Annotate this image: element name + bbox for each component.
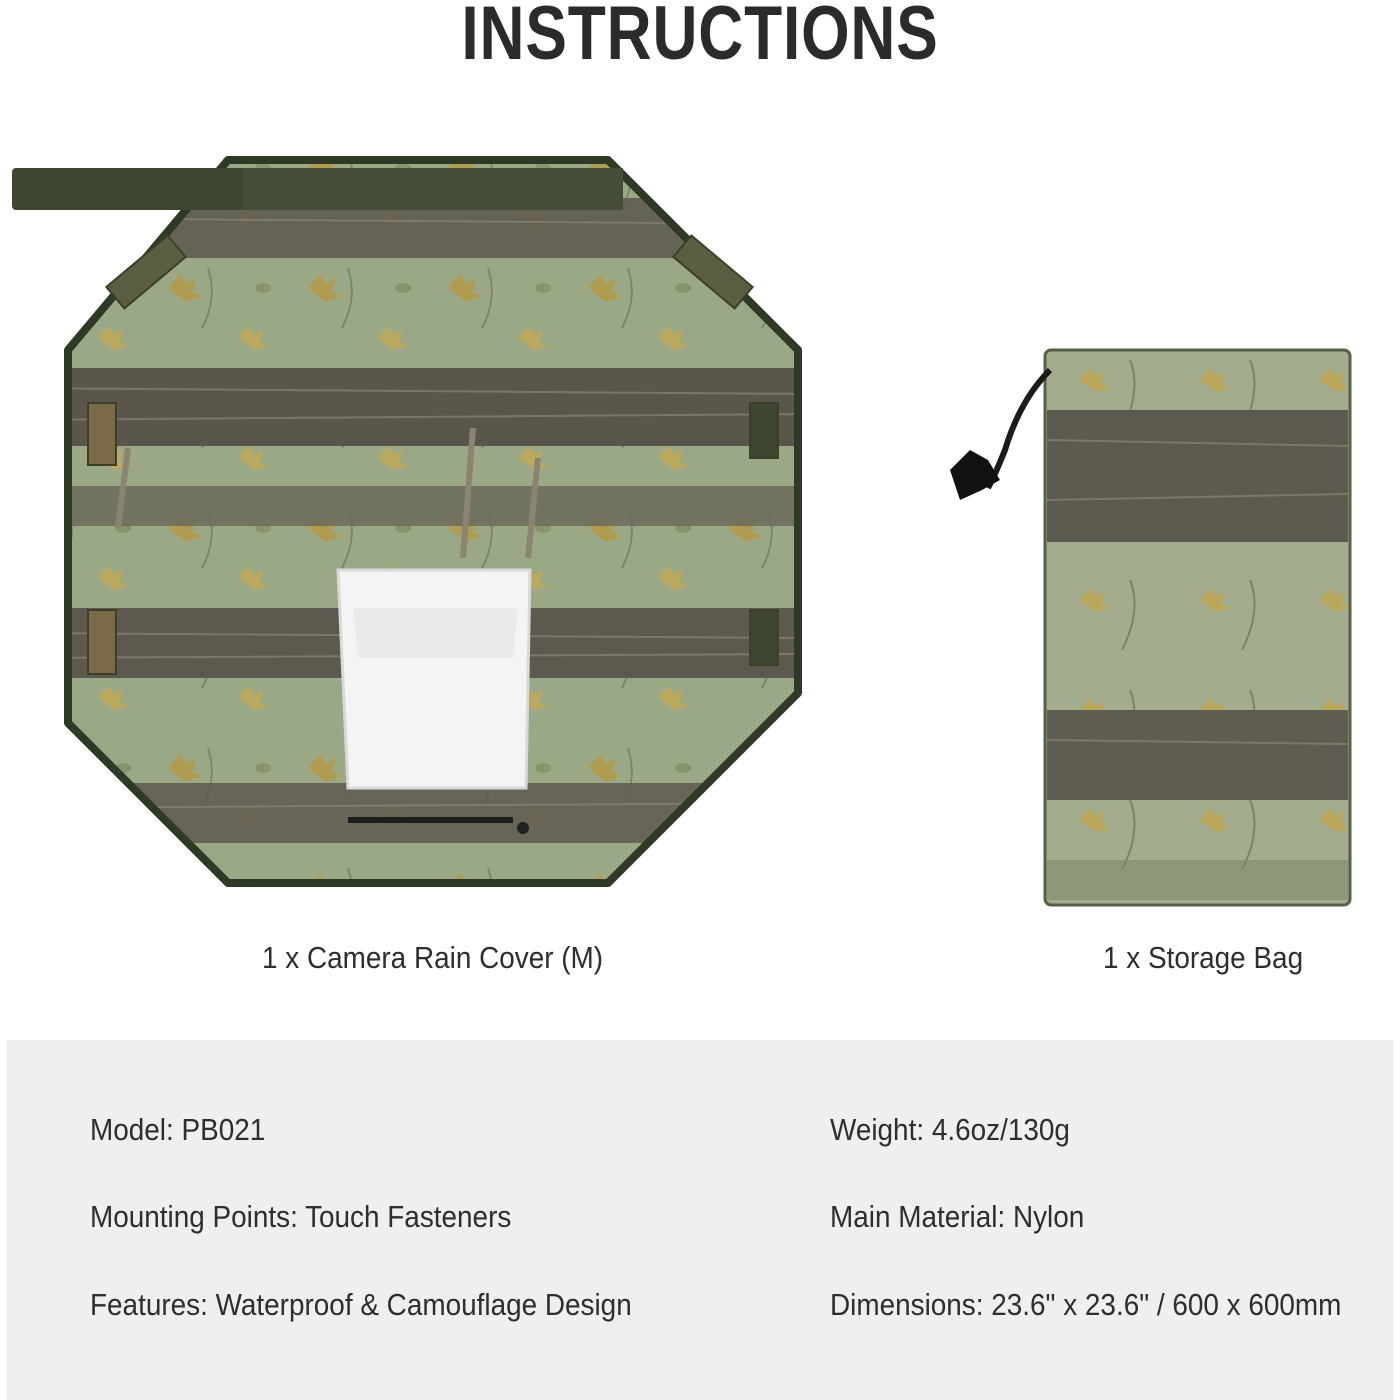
spec-model: Model: PB021 <box>90 1112 266 1147</box>
spec-features: Features: Waterproof & Camouflage Design <box>90 1287 632 1322</box>
camera-rain-cover-image <box>8 138 808 908</box>
storage-bag-caption: 1 x Storage Bag <box>1103 940 1304 975</box>
page-title: INSTRUCTIONS <box>461 0 939 76</box>
clear-window <box>338 570 530 788</box>
cord-lock <box>950 450 1000 500</box>
spec-main-material: Main Material: Nylon <box>830 1199 1085 1234</box>
camera-rain-cover-caption: 1 x Camera Rain Cover (M) <box>262 940 604 975</box>
storage-bag-image <box>930 340 1360 920</box>
spec-mounting-points: Mounting Points: Touch Fasteners <box>90 1199 512 1234</box>
product-area <box>0 120 1400 1000</box>
specifications-panel <box>6 1040 1394 1400</box>
spec-weight: Weight: 4.6oz/130g <box>830 1112 1070 1147</box>
drawstring <box>988 370 1050 488</box>
spec-dimensions: Dimensions: 23.6" x 23.6" / 600 x 600mm <box>830 1287 1342 1322</box>
